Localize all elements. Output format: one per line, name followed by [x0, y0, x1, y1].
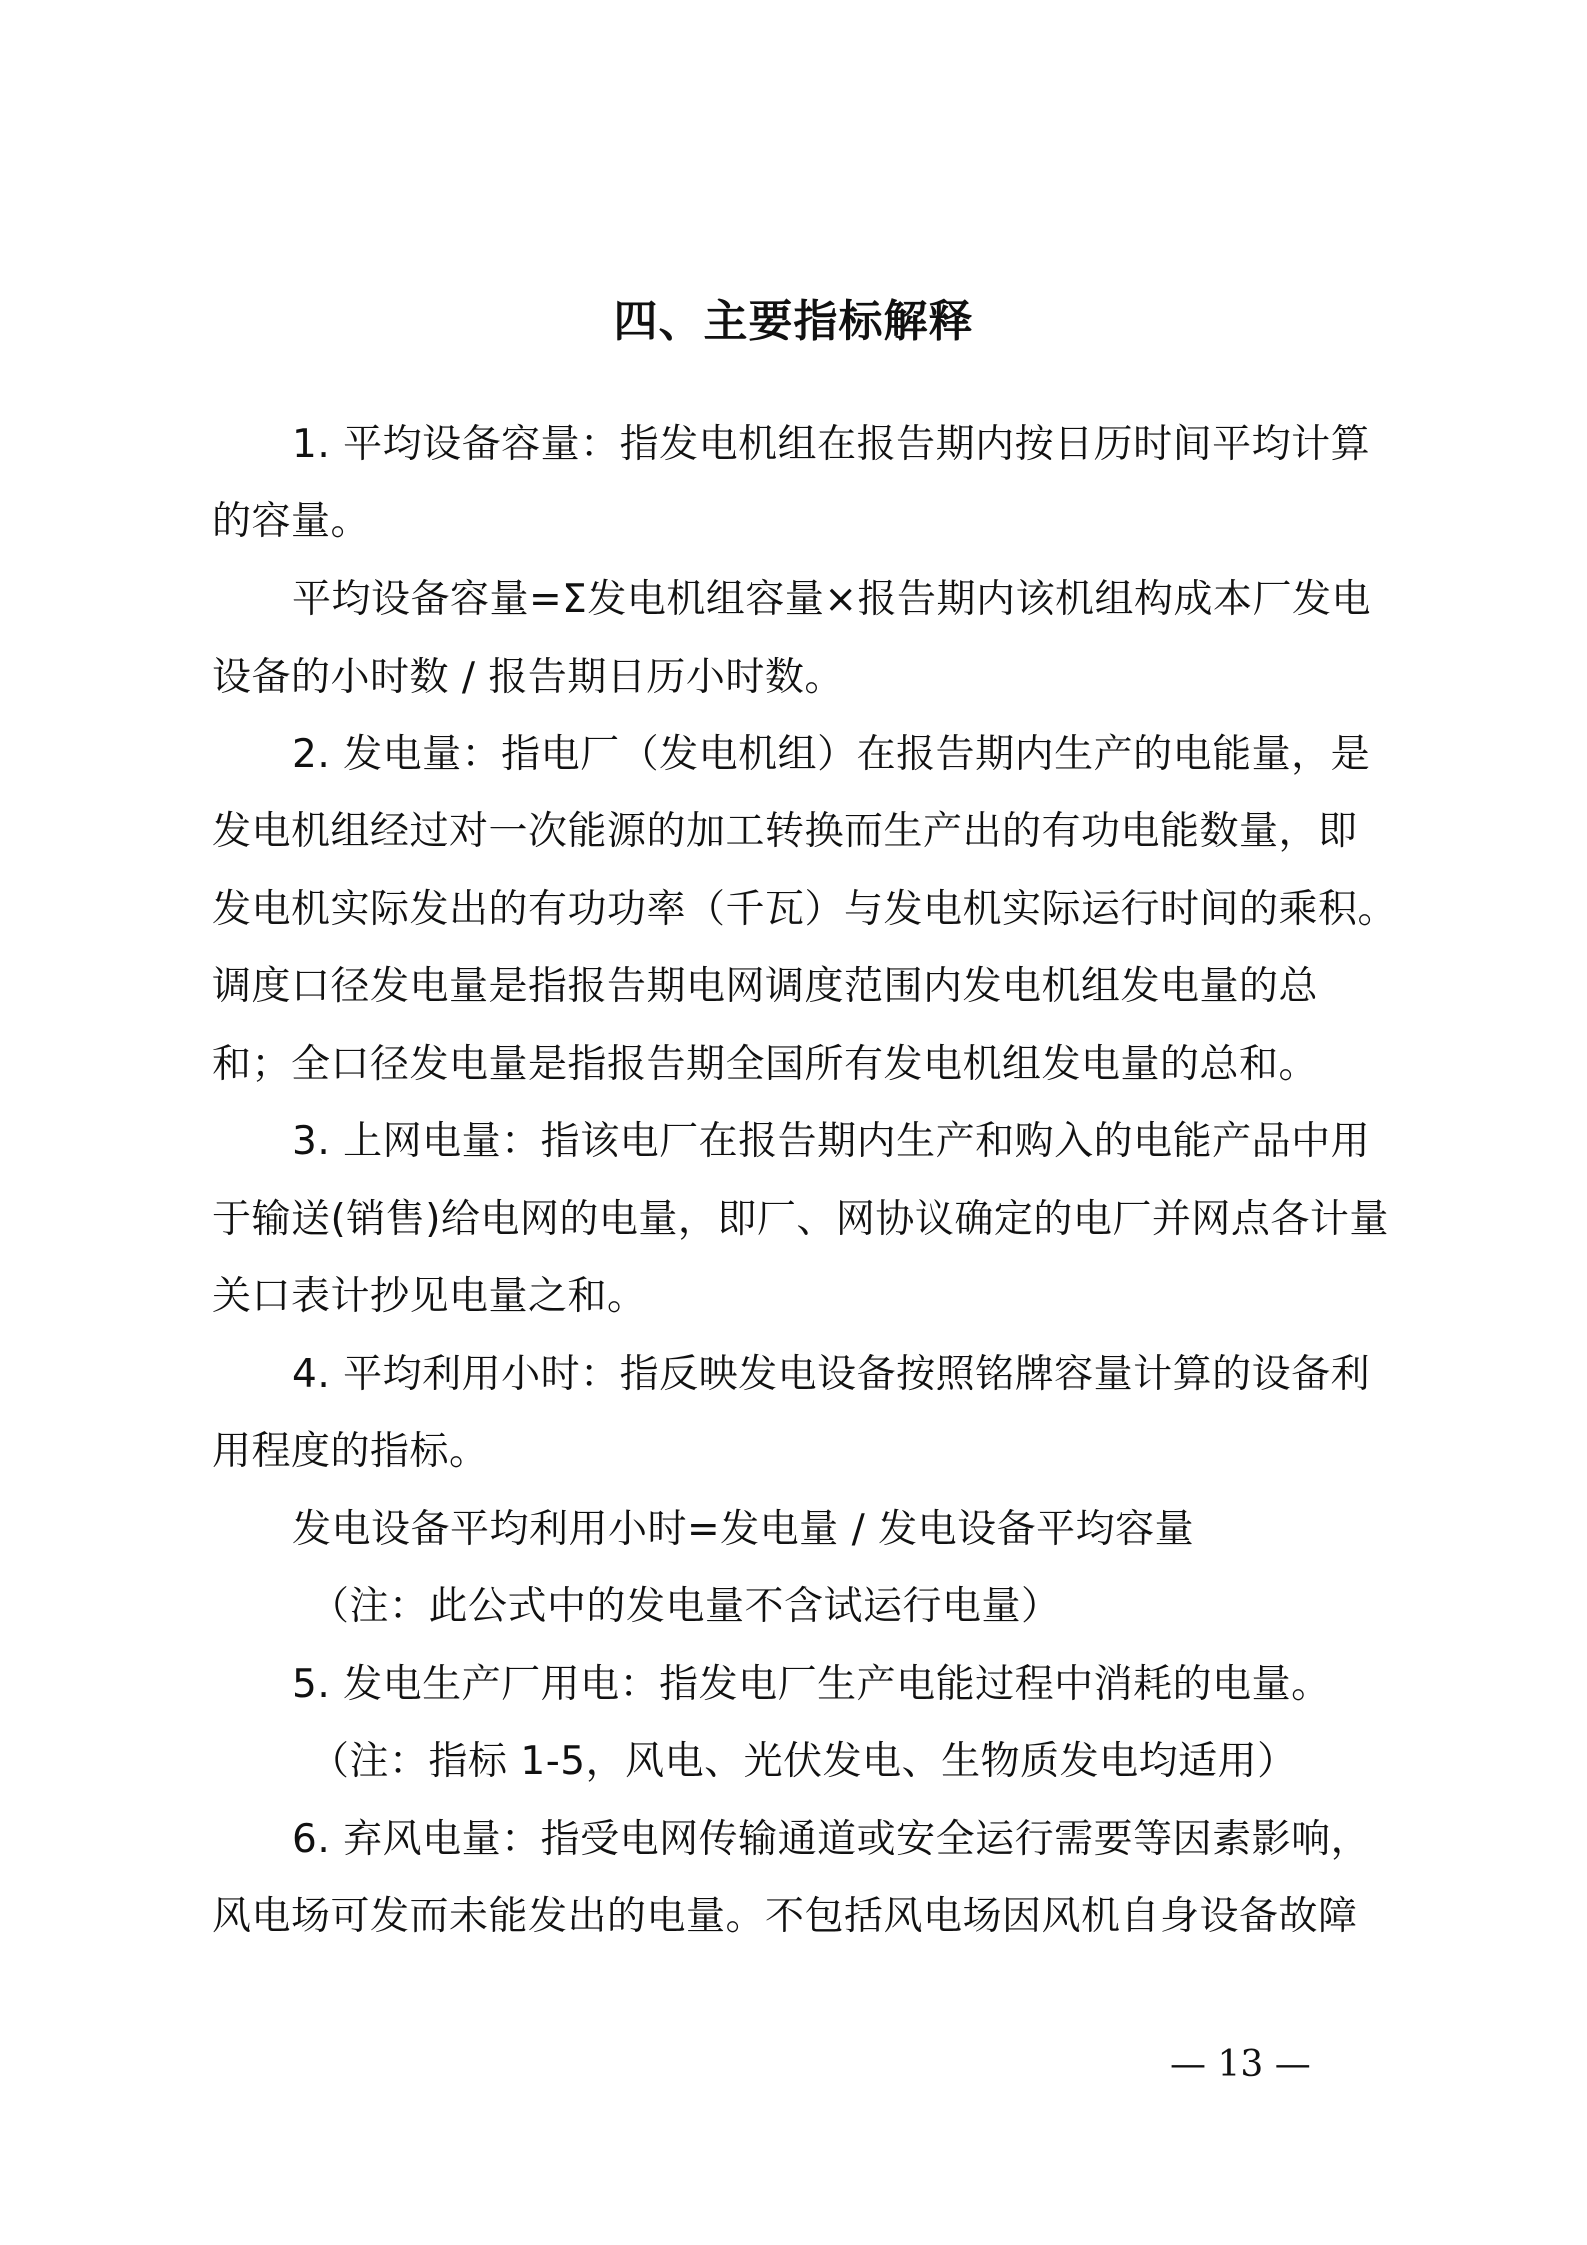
- paragraph-line-12: 关口表计抄见电量之和。: [212, 1274, 647, 1319]
- paragraph-line-14: 用程度的指标。: [212, 1429, 489, 1474]
- paragraph-line-11: 于输送(销售)给电网的电量，即厂、网协议确定的电厂并网点各计量: [212, 1197, 1389, 1242]
- formula-line-3: 发电设备平均利用小时=发电量 / 发电设备平均容量: [292, 1507, 1195, 1552]
- paragraph-line-7: 发电机实际发出的有功功率（千瓦）与发电机实际运行时间的乘积。: [212, 887, 1398, 932]
- formula-line-1: 平均设备容量=Σ发电机组容量×报告期内该机组构成本厂发电: [292, 577, 1371, 622]
- note-line-1: （注：此公式中的发电量不含试运行电量）: [310, 1584, 1061, 1629]
- paragraph-line-5: 2. 发电量：指电厂（发电机组）在报告期内生产的电能量，是: [292, 732, 1371, 777]
- paragraph-line-17: 5. 发电生产厂用电：指发电厂生产电能过程中消耗的电量。: [292, 1662, 1331, 1707]
- note-line-2: （注：指标 1-5，风电、光伏发电、生物质发电均适用）: [310, 1739, 1297, 1784]
- paragraph-line-2: 的容量。: [212, 499, 371, 544]
- page-number: — 13 —: [1170, 2044, 1311, 2085]
- paragraph-line-8: 调度口径发电量是指报告期电网调度范围内发电机组发电量的总: [212, 964, 1319, 1009]
- formula-line-2: 设备的小时数 / 报告期日历小时数。: [212, 655, 844, 700]
- paragraph-line-13: 4. 平均利用小时：指反映发电设备按照铭牌容量计算的设备利: [292, 1352, 1371, 1397]
- paragraph-line-9: 和；全口径发电量是指报告期全国所有发电机组发电量的总和。: [212, 1042, 1319, 1087]
- paragraph-line-20: 风电场可发而未能发出的电量。不包括风电场因风机自身设备故障: [212, 1894, 1358, 1939]
- paragraph-line-19: 6. 弃风电量：指受电网传输通道或安全运行需要等因素影响，: [292, 1817, 1371, 1862]
- paragraph-line-6: 发电机组经过对一次能源的加工转换而生产出的有功电能数量，即: [212, 809, 1358, 854]
- section-title: 四、主要指标解释: [613, 296, 974, 347]
- paragraph-line-10: 3. 上网电量：指该电厂在报告期内生产和购入的电能产品中用: [292, 1119, 1371, 1164]
- paragraph-line-1: 1. 平均设备容量：指发电机组在报告期内按日历时间平均计算: [292, 422, 1371, 467]
